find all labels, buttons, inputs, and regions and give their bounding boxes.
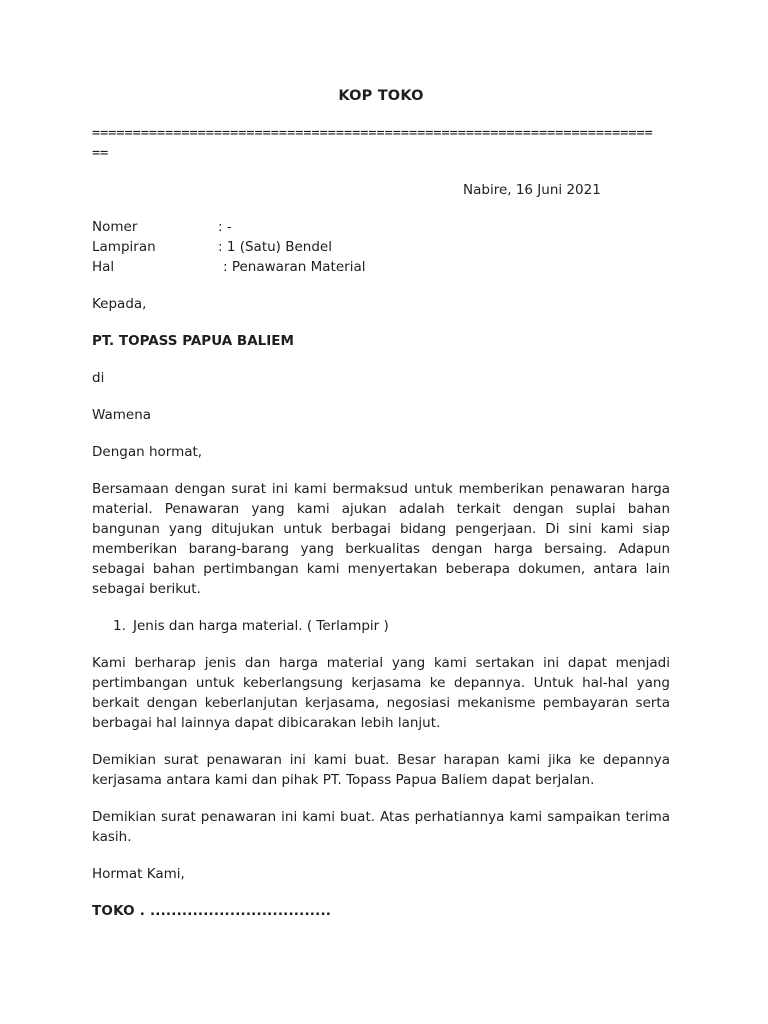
recipient-di: di <box>92 370 105 386</box>
signature-line: TOKO . .................................. <box>92 903 332 919</box>
date-place-line: Nabire, 16 Juni 2021 <box>463 182 601 198</box>
recipient-salutation: Kepada, <box>92 296 147 312</box>
recipient-city: Wamena <box>92 407 152 423</box>
meta-label-hal: Hal <box>92 259 115 275</box>
list-item-marker: 1. <box>113 618 126 634</box>
recipient-company: PT. TOPASS PAPUA BALIEM <box>92 333 294 349</box>
meta-label-lampiran: Lampiran <box>92 239 156 255</box>
letter-meta <box>92 217 670 277</box>
body-paragraph-1: Bersamaan dengan surat ini kami bermaksud untuk memberikan penawaran harga material. Penawaran yang kami ajukan adalah terkait dengan suplai bahan bangunan yang ditujukan untuk berbagai bidang pengerjaan. Di sini kami siap memberikan barang-barang yang berkualitas dengan harga bersaing. Adapun sebagai bahan pertimbangan kami menyertakan beberapa dokumen, antara lain sebagai berikut. <box>92 481 670 597</box>
meta-row-nomer <box>92 217 670 237</box>
list-item-text: Jenis dan harga material. ( Terlampir ) <box>133 618 389 634</box>
body-paragraph-3: Demikian surat penawaran ini kami buat. Besar harapan kami jika ke depannya kerjasama antara kami dan pihak PT. Topass Papua Baliem dapat berjalan. <box>92 752 670 788</box>
greeting: Dengan hormat, <box>92 444 203 460</box>
divider-line-1: ===================================================================== <box>92 125 653 141</box>
body-paragraph-2: Kami berharap jenis dan harga material yang kami sertakan ini dapat menjadi pertimbangan untuk keberlangsung kerjasama ke depannya. Untuk hal-hal yang berkait dengan keberlanjutan kerjasama, negosiasi mekanisme pembayaran serta berbagai hal lainnya dapat dibicarakan lebih lanjut. <box>92 655 670 731</box>
meta-value-lampiran: : 1 (Satu) Bendel <box>218 239 332 255</box>
meta-value-nomer: : - <box>218 219 232 235</box>
letter-head-title: KOP TOKO <box>338 88 424 104</box>
body-paragraph-4: Demikian surat penawaran ini kami buat. Atas perhatiannya kami sampaikan terima kasih. <box>92 809 670 845</box>
head-divider <box>92 123 670 163</box>
attachment-list-item <box>113 616 670 636</box>
meta-row-hal <box>92 257 670 277</box>
meta-label-nomer: Nomer <box>92 219 138 235</box>
meta-value-hal: : Penawaran Material <box>223 259 366 275</box>
divider-line-2: == <box>92 145 109 161</box>
meta-row-lampiran <box>92 237 670 257</box>
closing-salutation: Hormat Kami, <box>92 866 185 882</box>
